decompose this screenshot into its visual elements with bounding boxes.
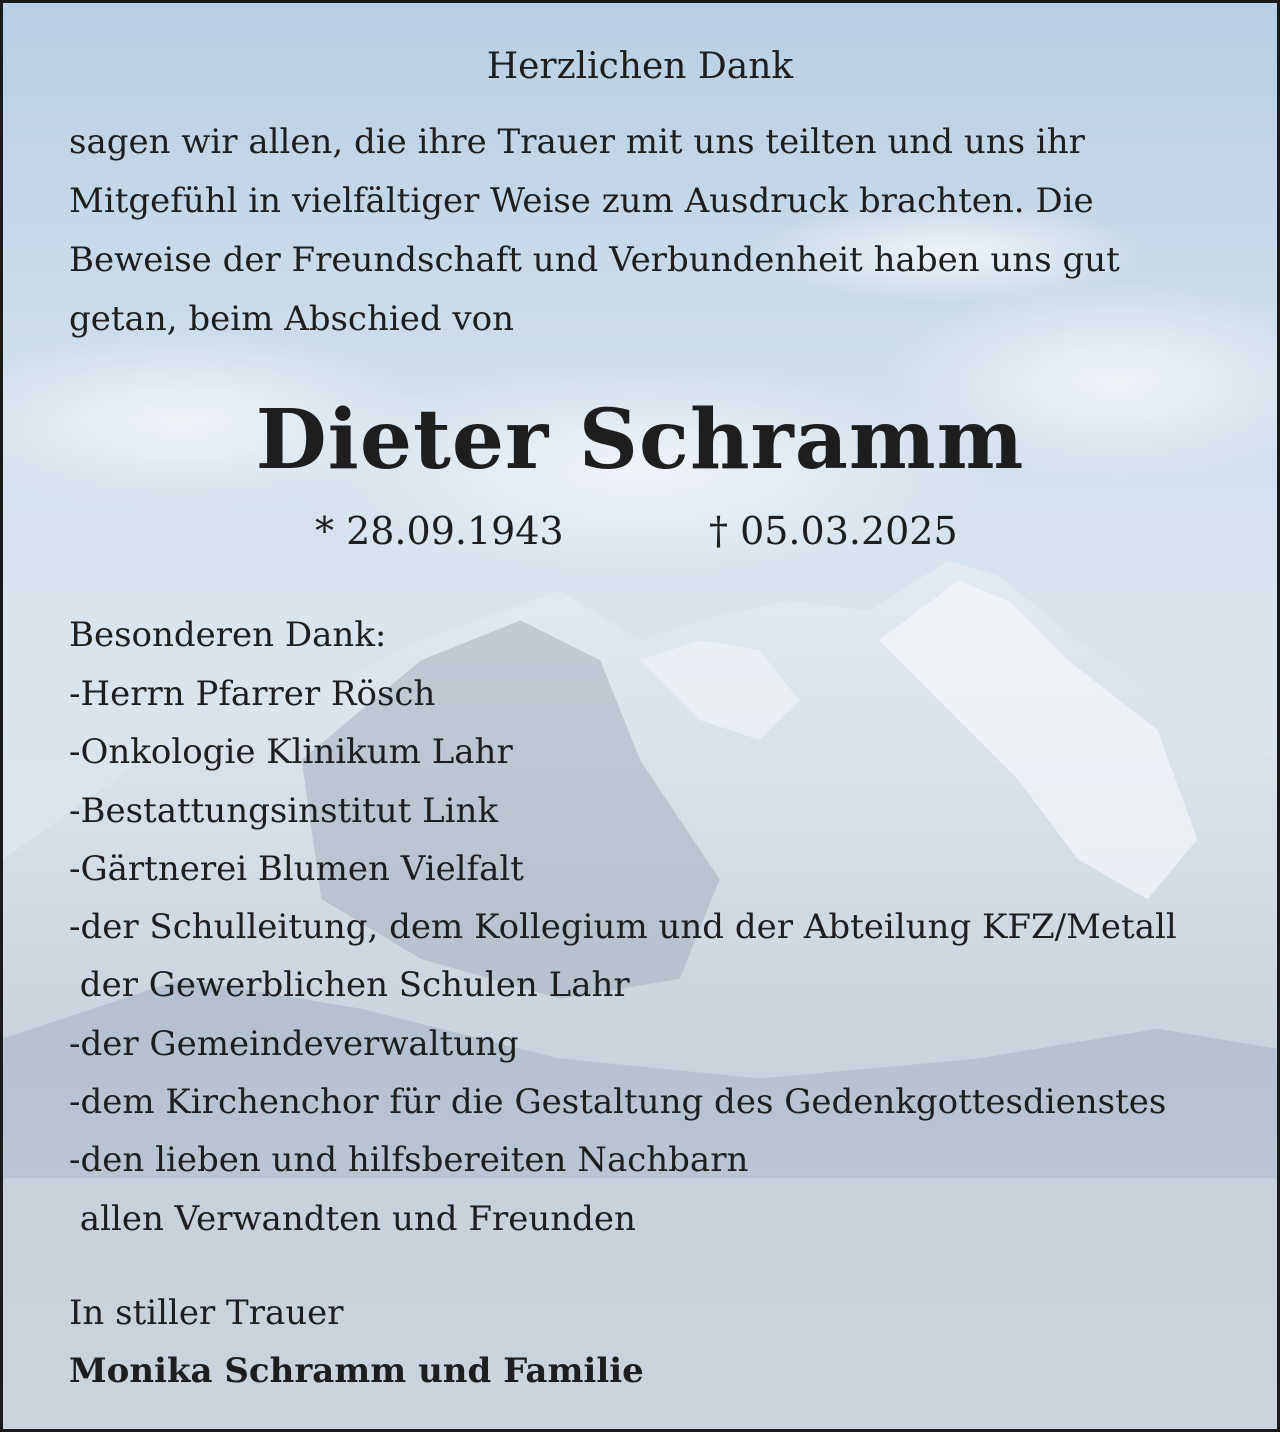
signature: Monika Schramm und Familie <box>69 1351 644 1391</box>
thanks-list-item: allen Verwandten und Freunden <box>69 1198 636 1239</box>
thanks-list-item: -dem Kirchenchor für die Gestaltung des Gedenkgottesdienstes <box>69 1082 1167 1123</box>
thanks-list-item: -der Schulleitung, dem Kollegium und der Abteilung KFZ/Metall <box>69 907 1177 948</box>
birth-date: * 28.09.1943 <box>315 509 564 553</box>
thanks-list-item: -Bestattungsinstitut Link <box>69 790 499 831</box>
thanks-list-item: -Onkologie Klinikum Lahr <box>69 732 513 773</box>
closing-line: In stiller Trauer <box>69 1293 344 1333</box>
thanks-list-item: -Gärtnerei Blumen Vielfalt <box>69 848 524 889</box>
thanks-list-item: -der Gemeindeverwaltung <box>69 1023 519 1064</box>
notice-heading: Herzlichen Dank <box>486 46 794 87</box>
thanks-list-item: der Gewerblichen Schulen Lahr <box>69 965 630 1006</box>
intro-paragraph: sagen wir allen, die ihre Trauer mit uns teilten und uns ihr Mitgefühl in vielfältiger Weise zum Ausdruck brachten. Die Beweise der Freundschaft und Verbundenheit haben uns gut getan, beim Abschied von <box>69 122 1120 339</box>
death-date: † 05.03.2025 <box>709 509 958 553</box>
special-thanks-title: Besonderen Dank: <box>69 615 387 655</box>
thanks-list-item: -den lieben und hilfsbereiten Nachbarn <box>69 1140 749 1181</box>
deceased-name: Dieter Schramm <box>255 392 1025 488</box>
special-thanks-list <box>69 665 1249 1248</box>
thanks-list-item: -Herrn Pfarrer Rösch <box>69 674 436 714</box>
